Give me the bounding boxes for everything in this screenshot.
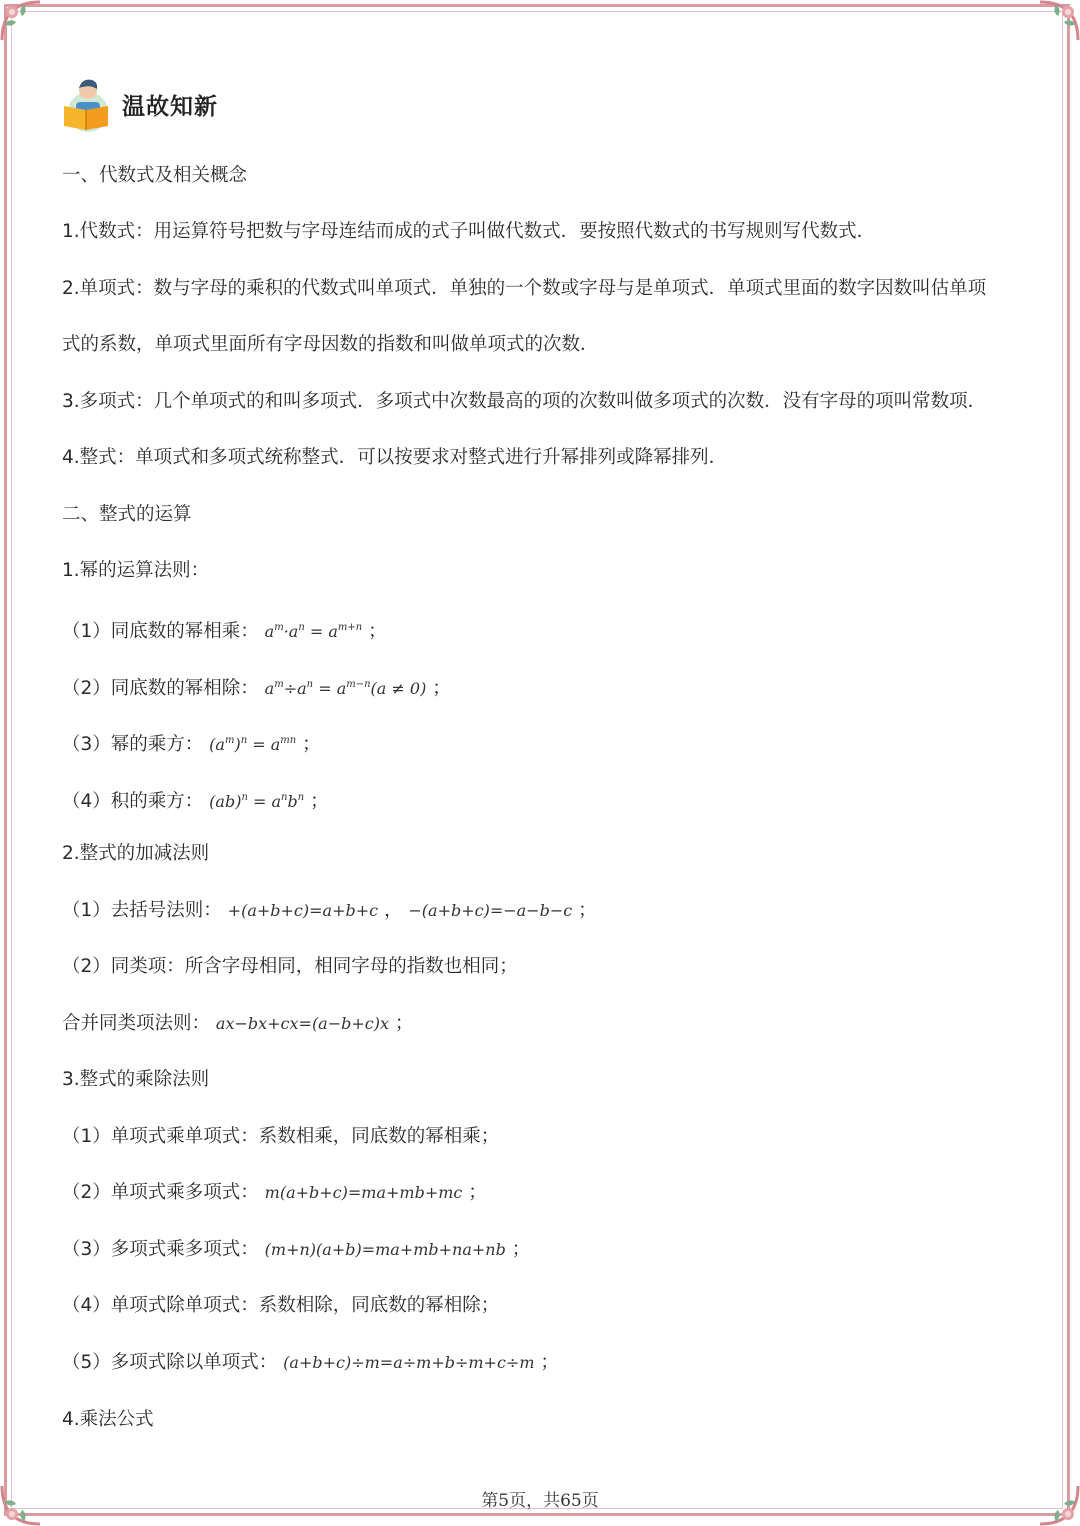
formula-combine-like-terms: ax−bx+cx=(a−b+c)x: [215, 1014, 389, 1033]
rule-2-2: （2）同类项：所含字母相同，相同字母的指数也相同；: [62, 956, 518, 977]
rule-2: 2.整式的加减法则: [62, 843, 210, 864]
heading-1: 一、代数式及相关概念: [62, 165, 248, 186]
formula-polynomial-divide-monomial: (a+b+c)÷m=a÷m+b÷m+c÷m: [283, 1353, 535, 1372]
rule-4: 4.乘法公式: [62, 1409, 154, 1430]
rule-2-3: [62, 1012, 413, 1036]
rule-1-2: [62, 673, 451, 701]
semicolon: ；: [310, 791, 329, 812]
paragraph-2a: 2.单项式：数与字母的乘积的代数式叫单项式．单独的一个数或字母与是单项式．单项式里面的数字因数叫估单项: [62, 278, 987, 299]
rule-3-3: [62, 1238, 530, 1262]
paragraph-1: 1.代数式：用运算符号把数与字母连结而成的式子叫做代数式．要按照代数式的书写规则写代数式．: [62, 221, 876, 242]
rule-label: （5）多项式除以单项式：: [62, 1352, 278, 1373]
formula-remove-minus-paren: −(a+b+c)=−a−b−c: [408, 901, 573, 920]
rule-1-4: [62, 786, 329, 814]
formula-power-divide: $a^m\div a^n = a^{m-n}(a \ne 0)$: [264, 679, 427, 698]
rule-2-1: [62, 899, 597, 923]
rule-label: （4）积的乘方：: [62, 791, 204, 812]
paragraph-2b: 式的系数，单项式里面所有字母因数的指数和叫做单项式的次数．: [62, 334, 599, 355]
formula-power-of-product: $(ab)^n = a^nb^n$: [209, 792, 305, 811]
semicolon: ；: [511, 1239, 531, 1260]
rule-3-4: （4）单项式除单项式：系数相除，同底数的幂相除；: [62, 1295, 500, 1316]
rule-label: （2）单项式乘多项式：: [62, 1182, 259, 1203]
paragraph-4: 4.整式：单项式和多项式统称整式．可以按要求对整式进行升幂排列或降幂排列．: [62, 447, 728, 468]
rule-3-5: [62, 1351, 559, 1375]
corner-ornament-icon: [1038, 0, 1080, 42]
rule-label: （3）幂的乘方：: [62, 734, 204, 755]
semicolon: ；: [432, 678, 451, 699]
rule-1-1: [62, 616, 387, 644]
reading-student-icon: [60, 76, 112, 132]
comma: ，: [383, 900, 403, 921]
semicolon: ；: [468, 1182, 487, 1203]
semicolon: ；: [394, 1013, 414, 1034]
formula-power-of-power: $(a^m)^n = a^{mn}$: [209, 735, 297, 754]
rule-label: （1）去括号法则：: [62, 900, 222, 921]
section-header: [60, 74, 218, 134]
semicolon: ；: [302, 734, 321, 755]
rule-1: 1.幂的运算法则：: [62, 560, 210, 581]
formula-power-multiply: $a^m\cdot a^n = a^{m+n}$: [264, 622, 363, 641]
corner-ornament-icon: [0, 0, 42, 42]
page-footer: 第5页，共65页: [481, 1491, 599, 1511]
heading-2: 二、整式的运算: [62, 504, 192, 525]
section-title: 温故知新: [122, 93, 218, 120]
semicolon: ；: [578, 900, 597, 921]
semicolon: ；: [368, 621, 387, 642]
paragraph-3: 3.多项式：几个单项式的和叫多项式．多项式中次数最高的项的次数叫做多项式的次数．没有字母的项叫常数项．: [62, 391, 987, 412]
rule-label: （1）同底数的幂相乘：: [62, 621, 259, 642]
rule-1-3: [62, 729, 321, 757]
rule-3: 3.整式的乘除法则: [62, 1069, 210, 1090]
formula-monomial-times-polynomial: m(a+b+c)=ma+mb+mc: [264, 1183, 463, 1202]
formula-remove-plus-paren: +(a+b+c)=a+b+c: [227, 901, 379, 920]
formula-polynomial-times-polynomial: (m+n)(a+b)=ma+mb+na+nb: [264, 1240, 506, 1259]
semicolon: ；: [540, 1352, 559, 1373]
rule-label: （2）同底数的幂相除：: [62, 678, 259, 699]
rule-3-2: [62, 1181, 487, 1205]
rule-label: （3）多项式乘多项式：: [62, 1239, 259, 1260]
rule-3-1: （1）单项式乘单项式：系数相乘，同底数的幂相乘；: [62, 1126, 500, 1147]
rule-label: 合并同类项法则：: [62, 1013, 211, 1034]
